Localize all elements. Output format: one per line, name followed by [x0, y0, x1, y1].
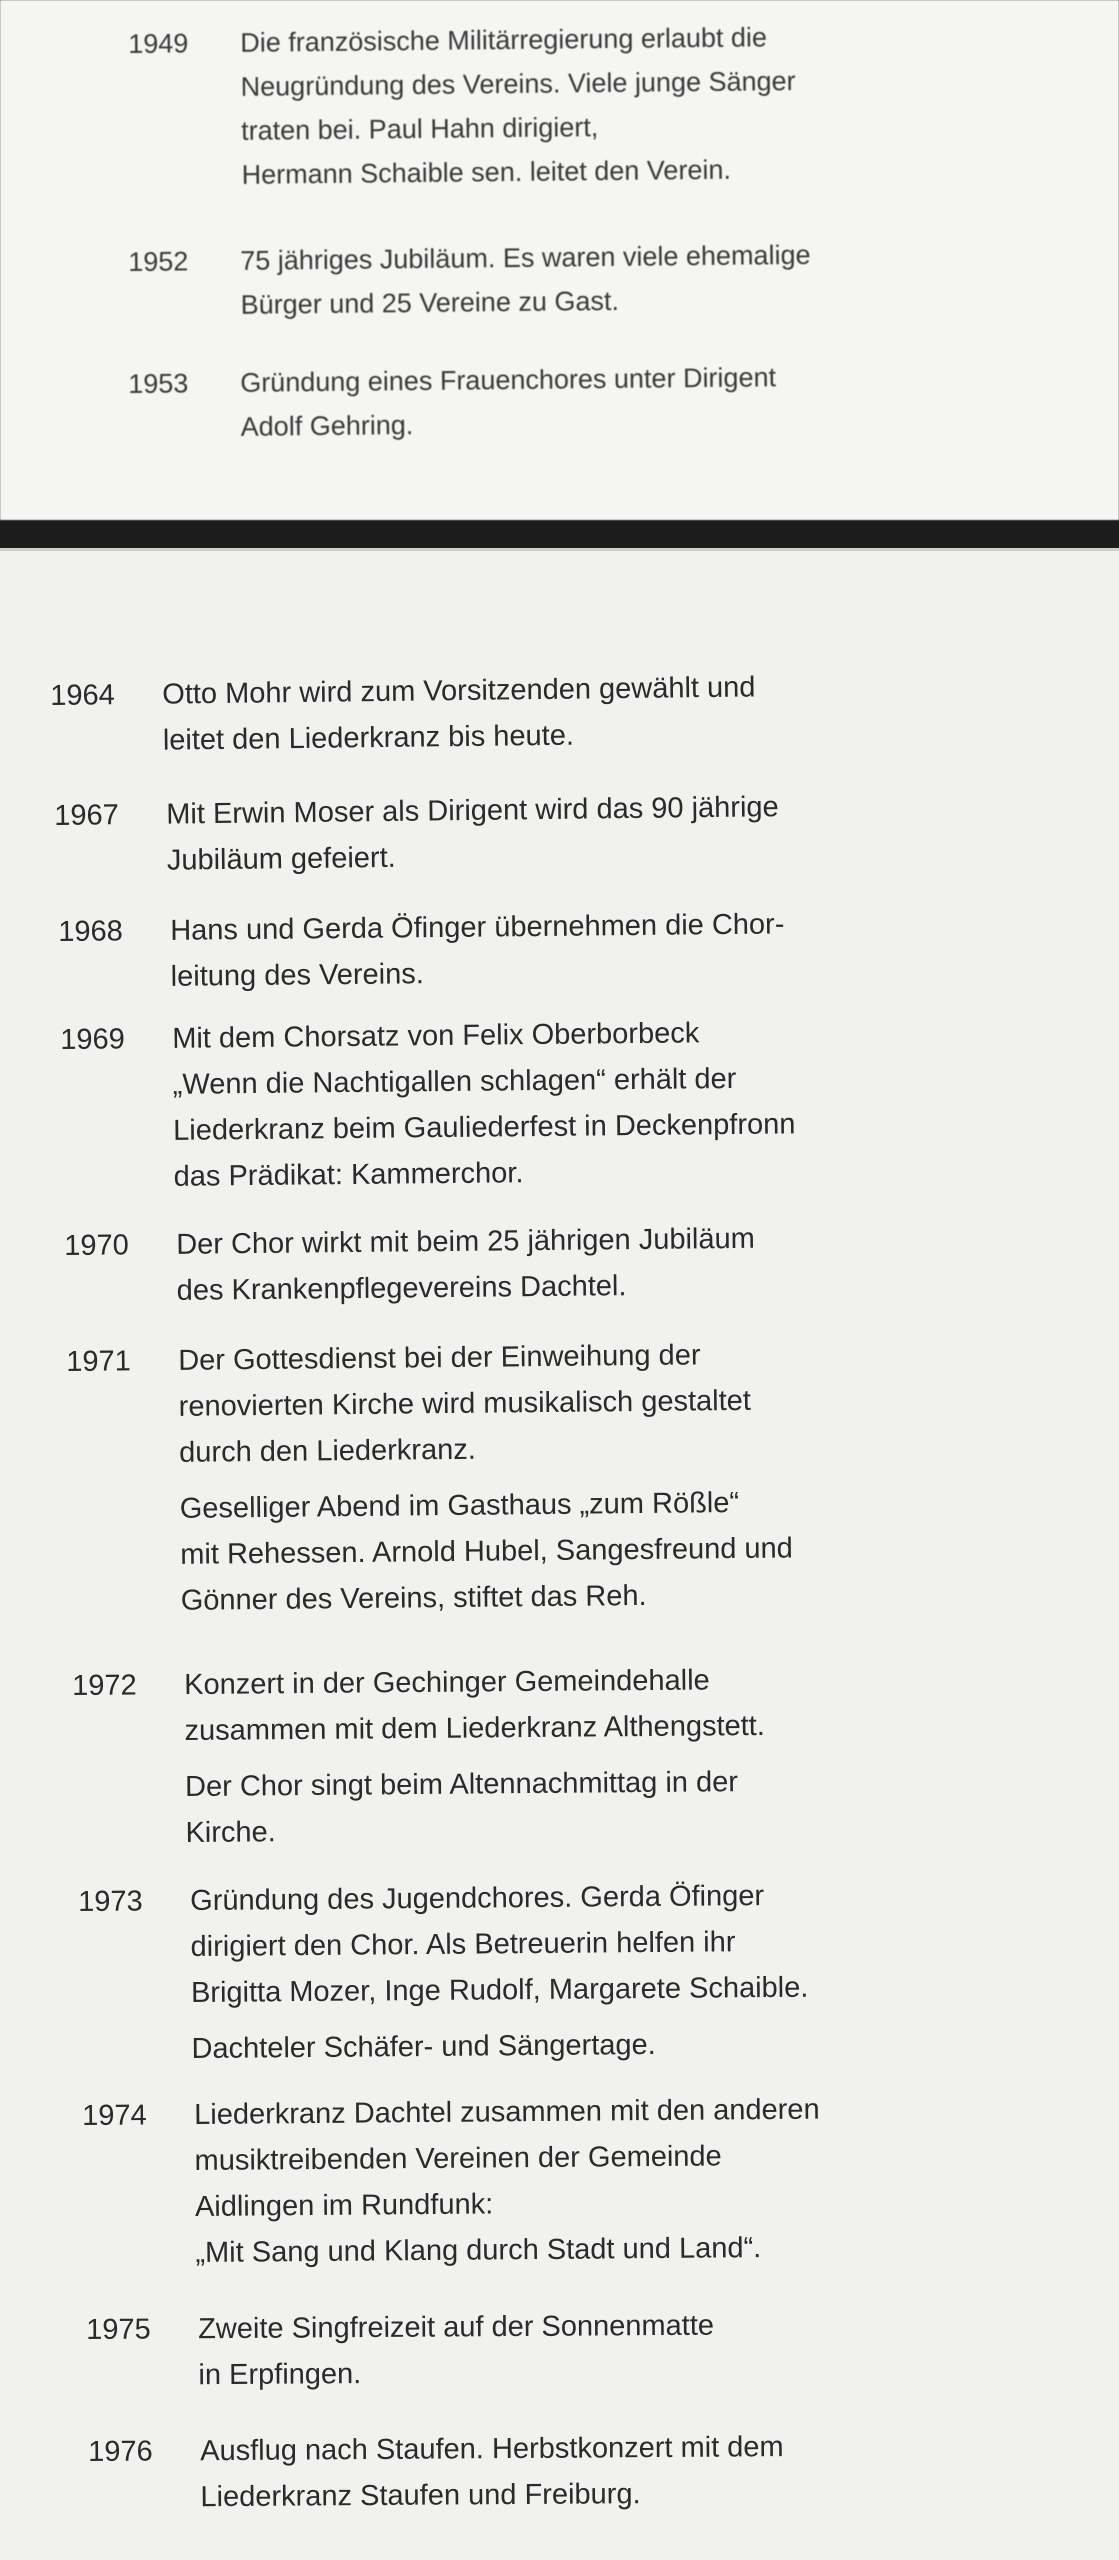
entry-year: 1971 — [66, 1345, 131, 1378]
entry-text — [240, 355, 777, 449]
entry-line: in Erpfingen. — [198, 2358, 362, 2392]
entry-line: Mit Erwin Moser als Dirigent wird das 90 jährige — [166, 791, 779, 831]
entry-line: Adolf Gehring. — [240, 410, 414, 442]
entry-line: leitet den Liederkranz bis heute. — [162, 719, 575, 757]
entry-text — [240, 15, 797, 197]
chronicle-entry-1971 — [66, 1331, 794, 1625]
entry-line: Hermann Schaible sen. leitet den Verein. — [241, 154, 732, 190]
entry-line: „Wenn die Nachtigallen schlagen“ erhält der — [172, 1062, 737, 1101]
entry-year: 1974 — [82, 2099, 147, 2132]
entry-line: Ausflug nach Staufen. Herbstkonzert mit dem — [200, 2431, 784, 2468]
entry-year: 1969 — [60, 1023, 125, 1056]
entry-line: renovierten Kirche wird musikalisch gestaltet — [178, 1384, 752, 1423]
entry-line: Zweite Singfreizeit auf der Sonnenmatte — [198, 2309, 715, 2346]
entry-line: Otto Mohr wird zum Vorsitzenden gewählt und — [162, 671, 756, 711]
entry-paragraph — [240, 355, 777, 449]
entry-line: Bürger und 25 Vereine zu Gast. — [240, 285, 620, 320]
entry-year: 1970 — [64, 1229, 129, 1262]
entry-year: 1949 — [128, 28, 189, 59]
entry-line: Die französische Militärregierung erlaubt die — [240, 22, 768, 58]
entry-text — [172, 1009, 796, 1200]
entry-text — [162, 664, 756, 763]
entry-line: Der Gottesdienst bei der Einweihung der — [178, 1339, 701, 1377]
entry-year: 1953 — [128, 368, 189, 399]
entry-paragraph — [166, 784, 780, 883]
entry-line: leitung des Vereins. — [170, 958, 424, 993]
chronicle-entry-1969 — [60, 1009, 796, 1201]
entry-line: Der Chor wirkt mit beim 25 jährigen Jubiläum — [176, 1222, 755, 1261]
entry-text — [166, 784, 780, 883]
entry-text — [198, 2303, 714, 2399]
entry-line: Der Chor singt beim Altennachmittag in der — [184, 1766, 739, 1804]
chronicle-entry-1953 — [128, 355, 777, 450]
upper-page-fragment — [0, 0, 1119, 520]
entry-text — [240, 233, 811, 327]
entry-line: das Prädikat: Kammerchor. — [173, 1157, 524, 1193]
entry-line: „Mit Sang und Klang durch Stadt und Land“. — [195, 2232, 762, 2270]
entry-paragraph — [180, 1479, 794, 1623]
entry-paragraph — [172, 1009, 796, 1200]
entry-year: 1952 — [128, 246, 189, 277]
entry-text — [176, 1216, 756, 1314]
chronicle-entry-1952 — [128, 233, 811, 328]
entry-line: mit Rehessen. Arnold Hubel, Sangesfreund und — [180, 1532, 794, 1571]
entry-text — [170, 901, 785, 999]
entry-line: 75 jähriges Jubiläum. Es waren viele ehemalige — [240, 239, 811, 276]
entry-paragraph — [176, 1216, 756, 1314]
entry-year: 1973 — [78, 1885, 143, 1918]
chronicle-entry-1974 — [82, 2087, 821, 2277]
entry-line: musiktreibenden Vereinen der Gemeinde — [194, 2140, 722, 2178]
entry-text — [178, 1331, 794, 1623]
entry-text — [190, 1873, 809, 2072]
entry-text — [184, 1657, 766, 1856]
entry-paragraph — [240, 15, 797, 197]
entry-line: Konzert in der Gechinger Gemeindehalle — [184, 1664, 710, 1702]
chronicle-entry-1968 — [58, 901, 785, 1001]
entry-line: durch den Liederkranz. — [179, 1433, 476, 1469]
entry-year: 1964 — [50, 679, 115, 712]
entry-line: Liederkranz beim Gauliederfest in Deckenpfronn — [173, 1108, 796, 1147]
entry-line: Mit dem Chorsatz von Felix Oberborbeck — [172, 1017, 700, 1055]
entry-line: Brigitta Mozer, Inge Rudolf, Margarete Schaible. — [190, 1971, 809, 2010]
entry-year: 1976 — [88, 2435, 153, 2468]
entry-line: Gründung eines Frauenchores unter Dirigent — [240, 362, 777, 398]
chronicle-entry-1972 — [72, 1657, 766, 1857]
entry-line: Neugründung des Vereins. Viele junge Sänger — [240, 66, 796, 102]
entry-line: Aidlingen im Rundfunk: — [194, 2188, 494, 2224]
entry-paragraph — [178, 1331, 792, 1475]
entry-year: 1967 — [54, 799, 119, 832]
entry-line: Liederkranz Dachtel zusammen mit den anderen — [194, 2093, 820, 2132]
entry-line: des Krankenpflegevereins Dachtel. — [176, 1270, 627, 1307]
entry-paragraph — [184, 1657, 765, 1754]
entry-line: Geselliger Abend im Gasthaus „zum Rößle“ — [179, 1486, 740, 1525]
entry-line: dirigiert den Chor. Als Betreuerin helfen ihr — [190, 1926, 736, 1964]
entry-year: 1968 — [58, 915, 123, 948]
entry-text — [194, 2087, 821, 2276]
entry-paragraph — [191, 2021, 809, 2072]
entry-paragraph — [185, 1759, 766, 1856]
entry-year: 1972 — [72, 1669, 137, 1702]
entry-year: 1975 — [86, 2313, 151, 2346]
chronicle-entry-1976 — [88, 2424, 784, 2521]
chronicle-entry-1964 — [50, 664, 756, 765]
entry-line: Gönner des Vereins, stiftet das Reh. — [180, 1579, 647, 1617]
entry-paragraph — [170, 901, 785, 999]
entry-line: Hans und Gerda Öfinger übernehmen die Chor- — [170, 908, 785, 947]
chronicle-entry-1949 — [128, 15, 797, 198]
chronicle-page — [0, 548, 1119, 2560]
entry-line: Jubiläum gefeiert. — [166, 841, 396, 877]
entry-line: zusammen mit dem Liederkranz Althengstett. — [184, 1709, 765, 1748]
entry-line: traten bei. Paul Hahn dirigiert, — [240, 112, 599, 146]
entry-line: Liederkranz Staufen und Freiburg. — [200, 2478, 641, 2514]
chronicle-entry-1973 — [78, 1873, 809, 2073]
entry-paragraph — [240, 233, 811, 327]
entry-text — [200, 2424, 784, 2520]
entry-paragraph — [198, 2303, 714, 2399]
entry-paragraph — [190, 1873, 809, 2016]
entry-paragraph — [162, 664, 756, 763]
entry-line: Dachteler Schäfer- und Sängertage. — [191, 2028, 656, 2066]
entry-line: Gründung des Jugendchores. Gerda Öfinger — [190, 1880, 765, 1918]
chronicle-entry-1975 — [86, 2303, 714, 2399]
chronicle-entry-1970 — [64, 1216, 756, 1315]
chronicle-entry-1967 — [54, 784, 780, 885]
entry-paragraph — [200, 2424, 784, 2520]
entry-line: Kirche. — [185, 1816, 276, 1850]
entry-paragraph — [194, 2087, 821, 2276]
